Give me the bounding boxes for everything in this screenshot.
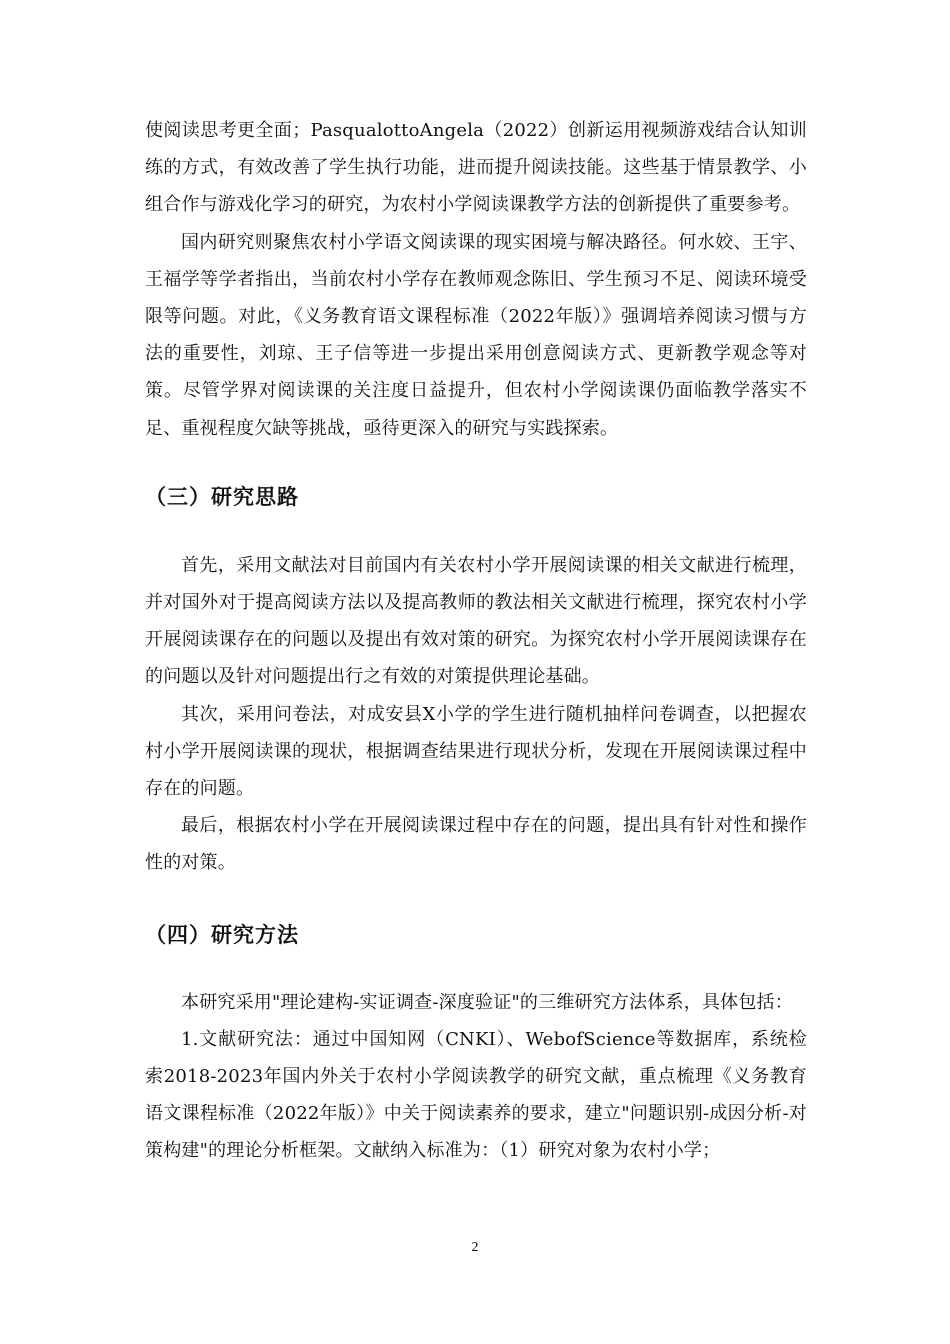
body-paragraph: 使阅读思考更全面；PasqualottoAngela（2022）创新运用视频游戏结合认知训练的方式，有效改善了学生执行功能，进而提升阅读技能。这些基于情景教学、小组合作与游戏化学习的研究，为农村小学阅读课教学方法的创新提供了重要参考。	[145, 120, 807, 216]
body-paragraph: 国内研究则聚焦农村小学语文阅读课的现实困境与解决路径。何水姣、王宇、王福学等学者指出，当前农村小学存在教师观念陈旧、学生预习不足、阅读环境受限等问题。对此，《义务教育语文课程标准（2022年版）》强调培养阅读习惯与方法的重要性，刘琼、王子信等进一步提出采用创意阅读方式、更新教学观念等对策。尽管学界对阅读课的关注度日益提升，但农村小学阅读课仍面临教学落实不足、重视程度欠缺等挑战，亟待更深入的研究与实践探索。	[145, 231, 807, 439]
page-number: 2	[471, 1240, 479, 1255]
section-heading-research-methods: （四）研究方法	[145, 922, 299, 947]
section-heading-research-approach: （三）研究思路	[145, 484, 299, 509]
body-paragraph: 首先，采用文献法对目前国内有关农村小学开展阅读课的相关文献进行梳理，并对国外对于提高阅读方法以及提高教师的教法相关文献进行梳理，探究农村小学开展阅读课存在的问题以及提出有效对策的研究。为探究农村小学开展阅读课存在的问题以及针对问题提出行之有效的对策提供理论基础。	[145, 554, 807, 688]
body-paragraph: 最后，根据农村小学在开展阅读课过程中存在的问题，提出具有针对性和操作性的对策。	[145, 815, 807, 874]
body-paragraph: 其次，采用问卷法，对成安县X小学的学生进行随机抽样问卷调查，以把握农村小学开展阅读课的现状，根据调查结果进行现状分析，发现在开展阅读课过程中存在的问题。	[145, 703, 807, 800]
document-page	[145, 112, 807, 1170]
body-paragraph: 1.文献研究法：通过中国知网（CNKI）、WebofScience等数据库，系统检索2018-2023年国内外关于农村小学阅读教学的研究文献，重点梳理《义务教育语文课程标准（2022年版）》中关于阅读素养的要求，建立"问题识别-成因分析-对策构建"的理论分析框架。文献纳入标准为：（1）研究对象为农村小学；	[145, 1028, 807, 1162]
body-paragraph: 本研究采用"理论建构-实证调查-深度验证"的三维研究方法体系，具体包括：	[181, 991, 793, 1013]
